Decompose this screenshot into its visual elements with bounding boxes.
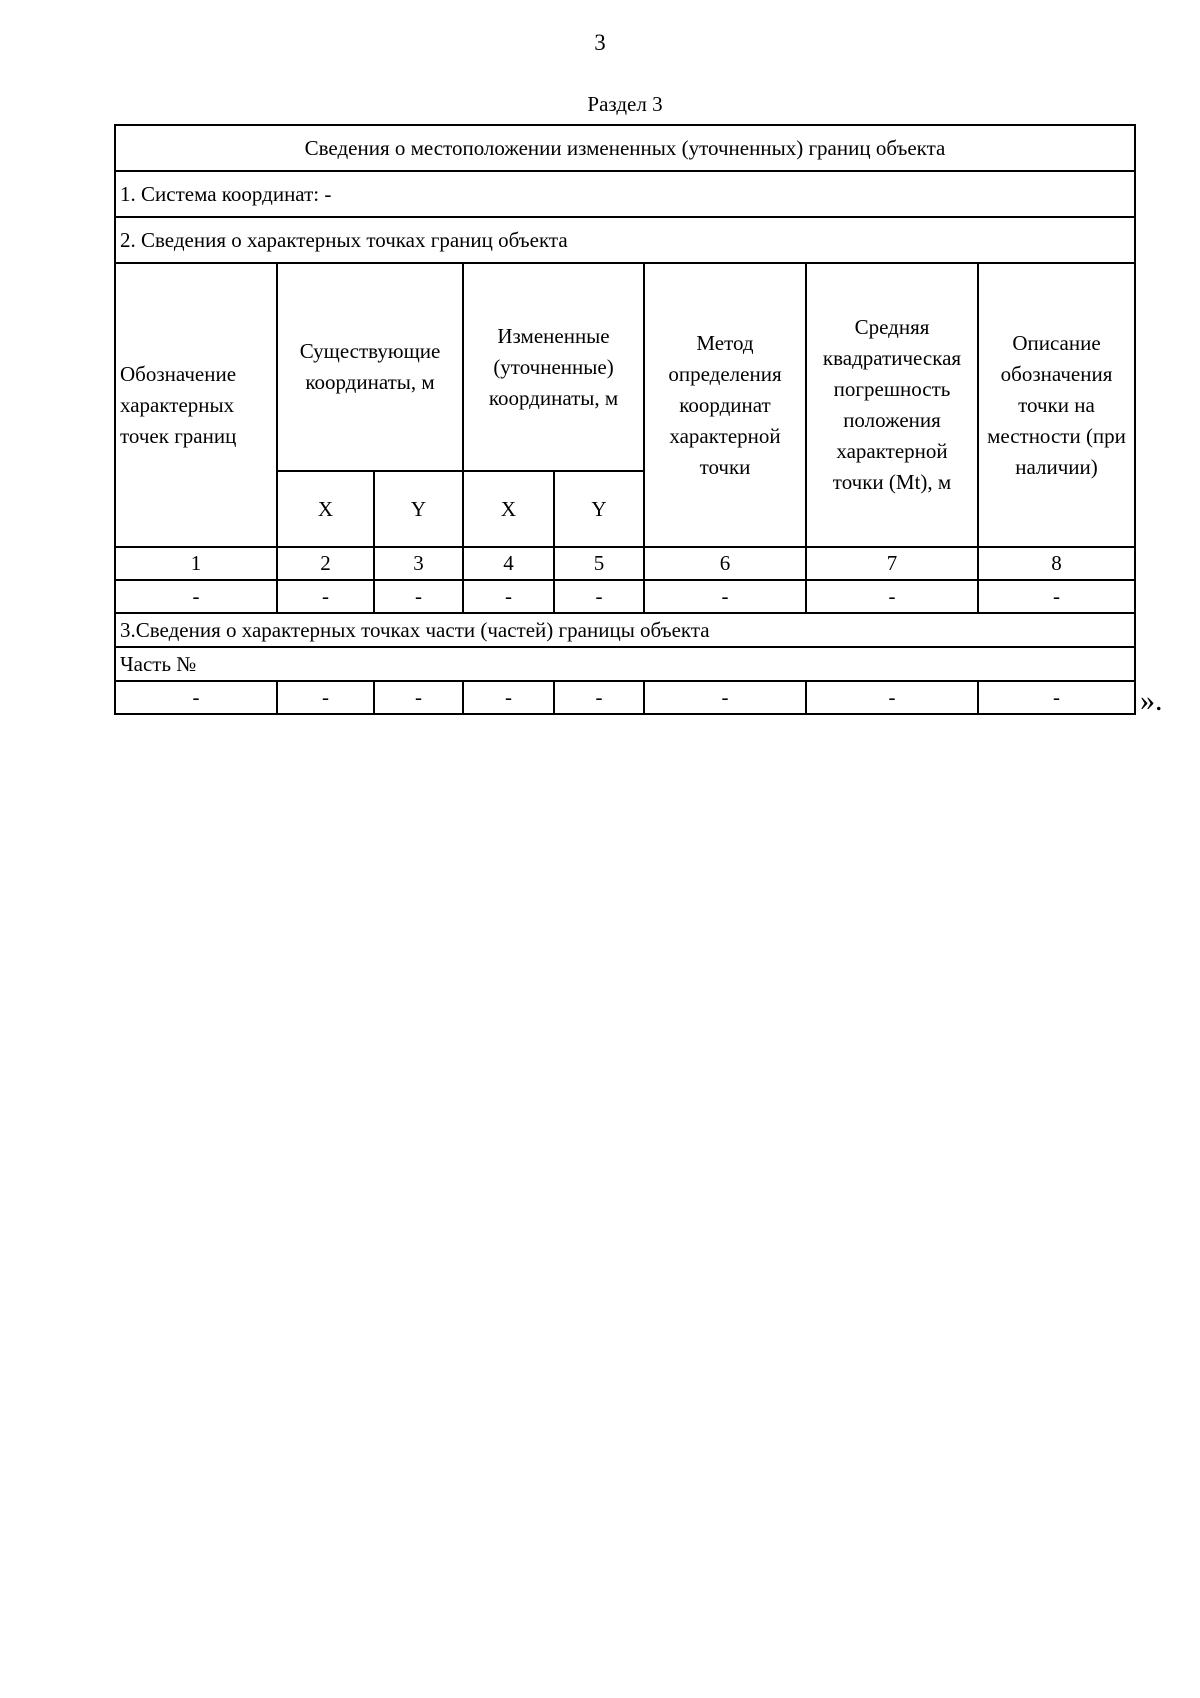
header-description: Описание обозначения точки на местности (при наличии) [978, 263, 1135, 547]
table-cell: - [374, 580, 463, 613]
header-designation: Обозначение характерных точек границ [115, 263, 277, 547]
table-cell: - [277, 580, 374, 613]
column-number: 1 [115, 547, 277, 580]
table-cell: - [277, 681, 374, 714]
table-cell: - [806, 580, 978, 613]
header-error: Средняя квадратическая погрешность положения характерной точки (Mt), м [806, 263, 978, 547]
column-number: 4 [463, 547, 554, 580]
header-method: Метод определения координат характерной точки [644, 263, 806, 547]
header-changed: Измененные (уточненные) координаты, м [463, 263, 644, 471]
coordinate-system: 1. Система координат: - [115, 171, 1135, 217]
part-label: Часть № [115, 647, 1135, 681]
column-number: 5 [554, 547, 644, 580]
table-cell: - [463, 681, 554, 714]
table-cell: - [644, 681, 806, 714]
page-number: 3 [594, 30, 606, 55]
header-y-existing: Y [374, 471, 463, 547]
table-cell: - [554, 681, 644, 714]
parts-heading: 3.Сведения о характерных точках части (частей) границы объекта [115, 613, 1135, 647]
table-cell: - [374, 681, 463, 714]
table-cell: - [554, 580, 644, 613]
table-cell: - [978, 580, 1135, 613]
table-cell: - [115, 681, 277, 714]
closing-quote: ». [1140, 684, 1163, 717]
header-x-changed: X [463, 471, 554, 547]
column-number: 8 [978, 547, 1135, 580]
table-cell: - [463, 580, 554, 613]
table-cell: - [978, 681, 1135, 714]
table-cell: - [806, 681, 978, 714]
points-heading: 2. Сведения о характерных точках границ объекта [115, 217, 1135, 263]
section-title: Раздел 3 [587, 92, 663, 116]
column-number: 3 [374, 547, 463, 580]
header-existing: Существующие координаты, м [277, 263, 463, 471]
table-cell: - [644, 580, 806, 613]
column-number: 2 [277, 547, 374, 580]
column-number: 7 [806, 547, 978, 580]
column-number: 6 [644, 547, 806, 580]
header-x-existing: X [277, 471, 374, 547]
header-y-changed: Y [554, 471, 644, 547]
table-title: Сведения о местоположении измененных (уточненных) границ объекта [115, 125, 1135, 171]
table-cell: - [115, 580, 277, 613]
boundary-table [114, 124, 1136, 715]
